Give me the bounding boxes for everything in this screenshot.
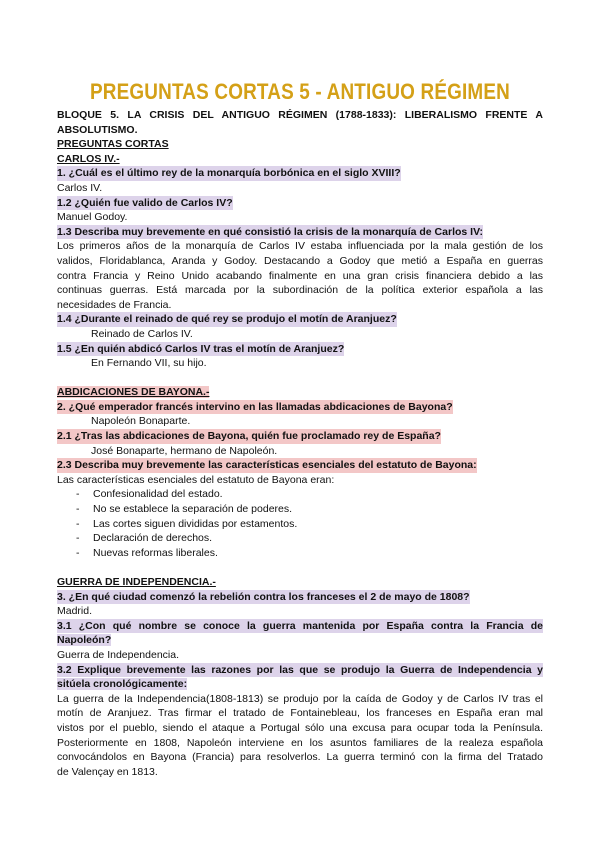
list-item: - Confesionalidad del estado. [57,487,543,502]
answer-1-5: En Fernando VII, su hijo. [91,357,207,370]
answer-3-2-line: convocándolos en Bayona (Francia) para resolverlos. La guerra terminó con la firma del Tratado [57,751,543,764]
list-item: - Nuevas reformas liberales. [57,546,543,561]
answer-1-3-line: contra Francia y Reino Unido acabando finalmente en una gran crisis financiera debido a las [57,269,543,282]
list-item: - Las cortes siguen divididas por estamentos. [57,517,543,532]
question-3-1-line-2: Napoleón? [57,634,112,647]
question-3-1-line-1: 3.1 ¿Con qué nombre se conoce la guerra mantenida por España contra la Francia de [57,619,543,632]
list-item: - Declaración de derechos. [57,531,543,546]
answer-3-2-line: motín de Aranjuez. Tras firmar el tratado de Fontainebleau, los franceses en España eran mal [57,707,543,720]
document-content [57,108,543,779]
list-item: - No se establece la separación de poderes. [57,502,543,517]
answer-1-3-line: validos, Floridablanca, Aranda y Godoy. Destacando a Godoy que metió a España en guerras [57,254,543,267]
section-heading-guerra: GUERRA DE INDEPENDENCIA.- [57,576,216,588]
answer-1-2: Manuel Godoy. [57,211,128,224]
answer-3-2-line: La guerra de la Independencia(1808-1813) se produjo por la caída de Godoy y de Carlos IV tras el [57,692,543,705]
answer-1-3 [57,239,543,312]
question-1-2: 1.2 ¿Quién fue valido de Carlos IV? [57,196,233,209]
answer-1-3-line: necesidades de Francia. [57,298,172,311]
answer-1-3-line: Los primeros años de la monarquía de Carlos IV estaba influenciada por la mala gestión de los [57,240,543,253]
question-3-2-line-1: 3.2 Explique brevemente las razones por las que se produjo la Guerra de Independencia y [57,663,543,676]
answer-1: Carlos IV. [57,181,103,194]
question-1-5: 1.5 ¿En quién abdicó Carlos IV tras el motín de Aranjuez? [57,342,345,355]
section-heading-carlos: CARLOS IV.- [57,152,120,165]
answer-3-1: Guerra de Independencia. [57,648,180,661]
answer-1-3-line: continuas guerras. Está marcada por la subordinación de la política exterior española a las [57,284,543,297]
question-1-3: 1.3 Describa muy brevemente en qué consistió la crisis de la monarquía de Carlos IV: [57,225,483,238]
question-2-1: 2.1 ¿Tras las abdicaciones de Bayona, quién fue proclamado rey de España? [57,430,441,443]
question-3: 3. ¿En qué ciudad comenzó la rebelión contra los franceses el 2 de mayo de 1808? [57,590,470,603]
question-1-4: 1.4 ¿Durante el reinado de qué rey se produjo el motín de Aranjuez? [57,313,397,326]
answer-1-4: Reinado de Carlos IV. [91,327,193,340]
answer-3-2-line: vistos por el pueblo, siendo el ataque a Portugal sólo una excusa para ocupar toda la Península. [57,721,543,734]
answer-3: Madrid. [57,605,93,618]
section-heading-bayona: ABDICACIONES DE BAYONA.- [57,386,210,399]
bloque-line-2: ABSOLUTISMO. [57,123,138,136]
answer-3-2-line: de Valençay en 1813. [57,765,158,778]
question-3-2-line-2: sitúela cronológicamente: [57,678,188,691]
estatuto-list [57,487,543,560]
question-2: 2. ¿Qué emperador francés intervino en las llamadas abdicaciones de Bayona? [57,400,453,413]
question-2-3: 2.3 Describa muy brevemente las características esenciales del estatuto de Bayona: [57,459,477,472]
answer-3-2 [57,692,543,780]
answer-3-2-line: Posteriormente en 1808, Napoleón interviene en los asuntos familiares de la realeza española [57,736,543,749]
document-title: PREGUNTAS CORTAS 5 - ANTIGUO RÉGIMEN [89,79,511,104]
answer-2: Napoleón Bonaparte. [91,415,191,428]
answer-2-3-intro: Las características esenciales del estatuto de Bayona eran: [57,473,335,486]
preguntas-heading: PREGUNTAS CORTAS [57,138,169,151]
answer-2-1: José Bonaparte, hermano de Napoleón. [91,444,278,457]
question-1: 1. ¿Cuál es el último rey de la monarquía borbónica en el siglo XVIII? [57,167,401,180]
bloque-line-1: BLOQUE 5. LA CRISIS DEL ANTIGUO RÉGIMEN (1788-1833): LIBERALISMO FRENTE A [57,109,543,121]
